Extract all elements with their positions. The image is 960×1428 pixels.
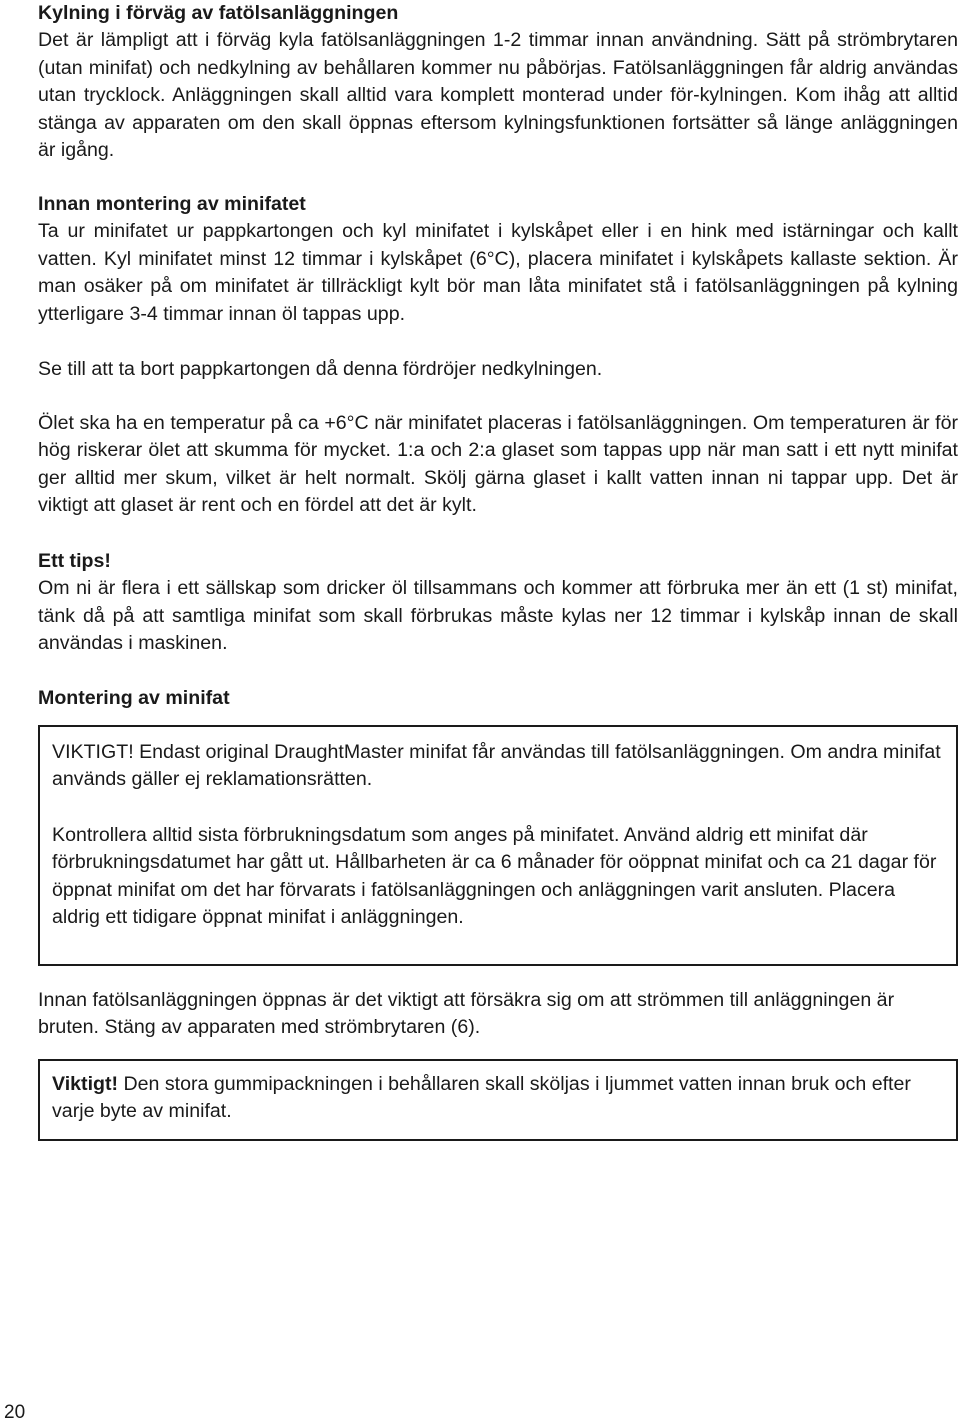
important-box bbox=[38, 1059, 958, 1141]
important-paragraph bbox=[52, 1071, 942, 1126]
tip-text: Om ni är flera i ett sällskap som dricker öl tillsammans och kommer att förbruka mer än ett (1 st) minifat, tänk då på att samtliga minifat som skall förbrukas måste kylas ner 12 timmar i kylskåp innan de skall användas i maskinen. bbox=[38, 577, 958, 655]
important-text: Den stora gummipackningen i behållaren skall sköljas i ljummet vatten innan bruk och efter varje byte av minifat. bbox=[52, 1073, 911, 1123]
warning-box bbox=[38, 725, 958, 966]
section-before-mounting bbox=[38, 191, 958, 328]
page-number: 20 bbox=[4, 1402, 26, 1423]
paragraph-temperature bbox=[38, 410, 958, 520]
paragraph-power bbox=[38, 987, 958, 1042]
warning-box-paragraph-2 bbox=[52, 822, 942, 932]
section-tip bbox=[38, 548, 958, 658]
important-label: Viktigt! bbox=[52, 1073, 119, 1095]
important-box-content bbox=[52, 1071, 942, 1126]
section-heading-before-mounting: Innan montering av minifatet bbox=[38, 193, 306, 215]
mounting-heading: Montering av minifat bbox=[38, 687, 230, 709]
paragraph-temperature-text: Ölet ska ha en temperatur på ca +6°C när minifatet placeras i fatölsanläggningen. Om temperaturen är för hög riskerar ölet att skumma för mycket. 1:a och 2:a glaset som tappas upp när man satt i ett nytt minifat ger alltid mer skum, vilket är helt normalt. Skölj gärna glaset i kallt vatten innan ni tappar upp. Det är viktigt att glaset är rent och en fördel att det är kylt. bbox=[38, 412, 958, 517]
section-text-pre-cooling: Det är lämpligt att i förväg kyla fatölsanläggningen 1-2 timmar innan användning. Sätt på strömbrytaren (utan minifat) och nedkylning av behållaren kommer nu påbörjas. Fatölsanläggningen får aldrig användas utan trycklock. Anläggningen skall alltid vara komplett monterad under för-kylningen. Kom ihåg att alltid stänga av apparaten om den skall öppnas eftersom kylningsfunktionen fortsätter så länge anläggningen är igång. bbox=[38, 29, 958, 162]
tip-heading: Ett tips! bbox=[38, 550, 111, 572]
warning-text-expiry-date: Kontrollera alltid sista förbrukningsdatum som anges på minifatet. Använd aldrig ett minifat där förbrukningsdatumet har gått ut. Hållbarheten är ca 6 månader för oöppnat minifat och ca 21 dagar för öppnat minifat om det har förvarats i fatölsanläggningen och anläggningen varit ansluten. Placera aldrig ett tidigare öppnat minifat i anläggningen. bbox=[52, 824, 937, 929]
section-heading-pre-cooling: Kylning i förväg av fatölsanläggningen bbox=[38, 2, 399, 24]
warning-box-paragraph-1 bbox=[52, 739, 942, 794]
section-pre-cooling bbox=[38, 0, 958, 164]
paragraph-power-text: Innan fatölsanläggningen öppnas är det viktigt att försäkra sig om att strömmen till anläggningen är bruten. Stäng av apparaten med strömbrytaren (6). bbox=[38, 989, 895, 1039]
paragraph-remove-carton bbox=[38, 356, 958, 383]
paragraph-remove-carton-text: Se till att ta bort pappkartongen då denna fördröjer nedkylningen. bbox=[38, 358, 603, 380]
section-text-before-mounting: Ta ur minifatet ur pappkartongen och kyl minifatet i kylskåpet eller i en hink med istärningar och kallt vatten. Kyl minifatet minst 12 timmar i kylskåpet (6°C), placera minifatet i kylskåpets kallaste sektion. Är man osäker på om minifatet är tillräckligt kylt bör man låta minifatet stå i fatölsanläggningen på kylning ytterligare 3-4 timmar innan öl tappas upp. bbox=[38, 220, 958, 325]
warning-text-original-minifat: VIKTIGT! Endast original DraughtMaster minifat får användas till fatölsanläggningen. Om andra minifat används gäller ej reklamationsrätten. bbox=[52, 741, 941, 791]
section-mounting bbox=[38, 685, 958, 712]
